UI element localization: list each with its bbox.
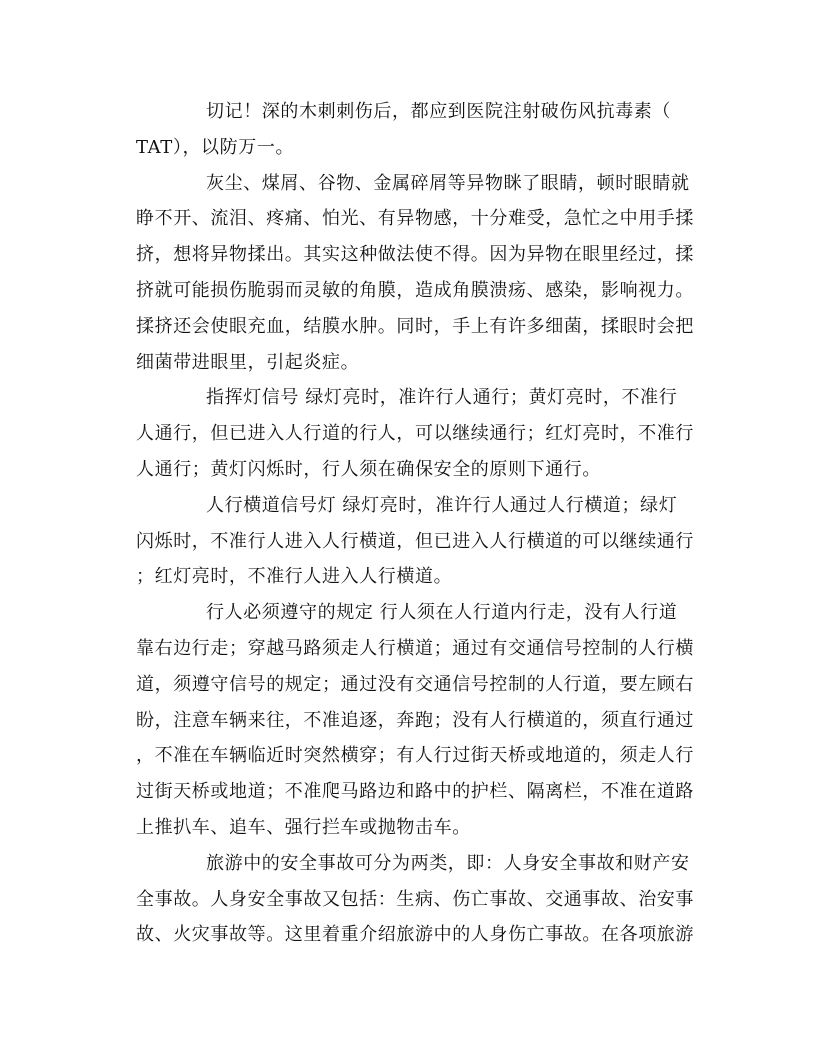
text-line: 故、火灾事故等。这里着重介绍旅游中的人身伤亡事故。在各项旅游 [136, 924, 694, 946]
paragraph-eye-foreign-object [136, 166, 694, 381]
text-line: ，不准在车辆临近时突然横穿；有人行过街天桥或地道的，须走人行 [136, 745, 694, 767]
text-line: ；红灯亮时，不准行人进入人行横道。 [136, 566, 453, 588]
text-line: 人通行，但已进入人行道的行人，可以继续通行；红灯亮时，不准行 [136, 423, 694, 445]
text-line: 揉挤还会使眼充血，结膜水肿。同时，手上有许多细菌，揉眼时会把 [136, 315, 694, 337]
text-line: 旅游中的安全事故可分为两类，即：人身安全事故和财产安 [206, 852, 690, 874]
text-line: TAT），以防万一。 [136, 136, 295, 158]
text-line: 指挥灯信号 绿灯亮时，准许行人通行；黄灯亮时，不准行 [206, 387, 678, 409]
text-line: 闪烁时，不准行人进入人行横道，但已进入人行横道的可以继续通行 [136, 530, 694, 552]
text-line: 灰尘、煤屑、谷物、金属碎屑等异物眯了眼睛，顿时眼睛就 [206, 172, 690, 194]
text-line: 盼，注意车辆来往，不准追逐，奔跑；没有人行横道的，须直行通过 [136, 709, 694, 731]
text-line: 上推扒车、追车、强行拦车或抛物击车。 [136, 816, 471, 838]
text-line: 切记！深的木刺刺伤后，都应到医院注射破伤风抗毒素（ [206, 101, 671, 122]
text-line: 道，须遵守信号的规定；通过没有交通信号控制的人行道，要左顾右 [136, 673, 694, 695]
text-line: 人行横道信号灯 绿灯亮时，准许行人通过人行横道；绿灯 [206, 494, 678, 516]
document-body [136, 94, 694, 953]
text-line: 挤，想将异物揉出。其实这种做法使不得。因为异物在眼里经过，揉 [136, 244, 694, 266]
text-line: 行人必须遵守的规定 行人须在人行道内行走，没有人行道 [206, 602, 678, 624]
text-line: 细菌带进眼里，引起炎症。 [136, 351, 360, 373]
paragraph-pedestrian-rules [136, 595, 694, 846]
paragraph-travel-safety [136, 846, 694, 953]
text-line: 过街天桥或地道；不准爬马路边和路中的护栏、隔离栏，不准在道路 [136, 781, 694, 803]
paragraph-tat [136, 94, 688, 166]
text-line: 靠右边行走；穿越马路须走人行横道；通过有交通信号控制的人行横 [136, 637, 694, 659]
text-line: 全事故。人身安全事故又包括：生病、伤亡事故、交通事故、治安事 [136, 888, 694, 910]
text-line: 睁不开、流泪、疼痛、怕光、有异物感，十分难受，急忙之中用手揉 [136, 208, 694, 230]
text-line: 挤就可能损伤脆弱而灵敏的角膜，造成角膜溃疡、感染，影响视力。 [136, 279, 694, 301]
paragraph-crosswalk-signal [136, 488, 694, 595]
text-line: 人通行；黄灯闪烁时，行人须在确保安全的原则下通行。 [136, 458, 601, 480]
paragraph-traffic-light [136, 380, 694, 487]
